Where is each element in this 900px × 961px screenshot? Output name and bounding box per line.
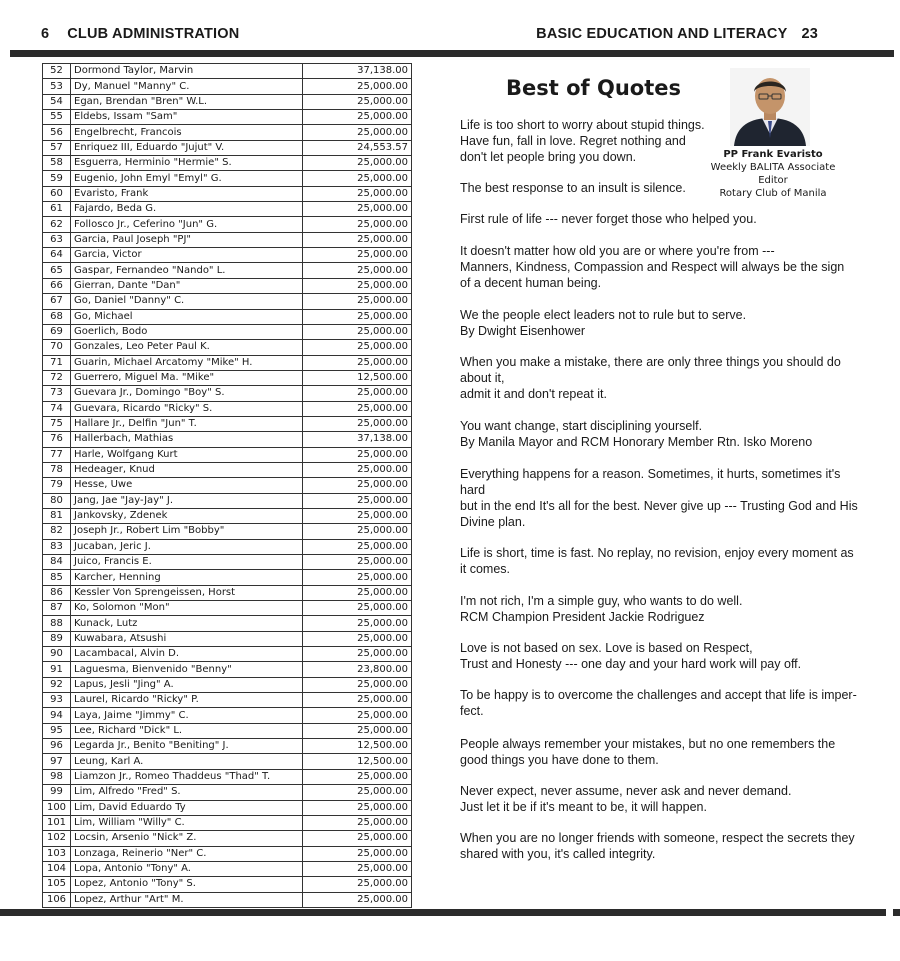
row-number: 78 <box>43 462 71 477</box>
member-name: Lim, Alfredo "Fred" S. <box>71 785 303 800</box>
photo-caption <box>700 148 846 200</box>
contribution-amount: 25,000.00 <box>303 110 412 125</box>
row-number: 81 <box>43 508 71 523</box>
quote-line: don't let people bring you down. <box>460 150 637 164</box>
right-page-number: 23 <box>801 26 818 42</box>
member-name: Ko, Solomon "Mon" <box>71 601 303 616</box>
table-row <box>43 815 412 830</box>
member-name: Guarin, Michael Arcatomy "Mike" H. <box>71 355 303 370</box>
contribution-amount: 25,000.00 <box>303 631 412 646</box>
member-name: Dy, Manuel "Manny" C. <box>71 79 303 94</box>
member-name: Dormond Taylor, Marvin <box>71 64 303 79</box>
row-number: 65 <box>43 263 71 278</box>
quote-line: Life is short, time is fast. No replay, no revision, enjoy every moment as <box>460 546 854 560</box>
quote-block <box>460 418 812 450</box>
row-number: 82 <box>43 524 71 539</box>
row-number: 100 <box>43 800 71 815</box>
table-row <box>43 524 412 539</box>
quote-line: fect. <box>460 704 484 718</box>
contribution-amount: 25,000.00 <box>303 877 412 892</box>
contribution-amount: 12,500.00 <box>303 739 412 754</box>
contribution-amount: 37,138.00 <box>303 432 412 447</box>
member-name: Lacambacal, Alvin D. <box>71 647 303 662</box>
member-name: Enriquez III, Eduardo "Jujut" V. <box>71 140 303 155</box>
contribution-amount: 25,000.00 <box>303 616 412 631</box>
row-number: 66 <box>43 278 71 293</box>
member-name: Laurel, Ricardo "Ricky" P. <box>71 693 303 708</box>
member-name: Laguesma, Bienvenido "Benny" <box>71 662 303 677</box>
contribution-amount: 37,138.00 <box>303 64 412 79</box>
contribution-amount: 25,000.00 <box>303 232 412 247</box>
row-number: 70 <box>43 340 71 355</box>
table-row <box>43 539 412 554</box>
table-row <box>43 248 412 263</box>
quote-block <box>460 593 742 625</box>
quote-block <box>460 117 705 165</box>
member-name: Jucaban, Jeric J. <box>71 539 303 554</box>
quote-block <box>460 466 858 530</box>
member-name: Garcia, Victor <box>71 248 303 263</box>
table-row <box>43 232 412 247</box>
row-number: 88 <box>43 616 71 631</box>
table-row <box>43 478 412 493</box>
contribution-amount: 25,000.00 <box>303 94 412 109</box>
row-number: 99 <box>43 785 71 800</box>
table-row <box>43 171 412 186</box>
member-name: Hallare Jr., Delfin "Jun" T. <box>71 416 303 431</box>
row-number: 73 <box>43 386 71 401</box>
row-number: 55 <box>43 110 71 125</box>
member-name: Locsin, Arsenio "Nick" Z. <box>71 831 303 846</box>
quotes-title: Best of Quotes <box>506 76 681 100</box>
contribution-amount: 25,000.00 <box>303 278 412 293</box>
table-row <box>43 294 412 309</box>
row-number: 80 <box>43 493 71 508</box>
left-section-title: CLUB ADMINISTRATION <box>67 26 240 42</box>
member-name: Lim, David Eduardo Ty <box>71 800 303 815</box>
table-row <box>43 125 412 140</box>
quote-line: To be happy is to overcome the challenges and accept that life is imper- <box>460 688 857 702</box>
table-row <box>43 416 412 431</box>
table-row <box>43 800 412 815</box>
contribution-amount: 25,000.00 <box>303 478 412 493</box>
table-row <box>43 355 412 370</box>
table-row <box>43 370 412 385</box>
quote-line: Love is not based on sex. Love is based on Respect, <box>460 641 753 655</box>
row-number: 86 <box>43 585 71 600</box>
member-name: Harle, Wolfgang Kurt <box>71 447 303 462</box>
row-number: 96 <box>43 739 71 754</box>
table-row <box>43 140 412 155</box>
quote-line: The best response to an insult is silence. <box>460 181 686 195</box>
table-row <box>43 263 412 278</box>
member-name: Gonzales, Leo Peter Paul K. <box>71 340 303 355</box>
quote-line: admit it and don't repeat it. <box>460 387 607 401</box>
row-number: 60 <box>43 186 71 201</box>
contribution-amount: 25,000.00 <box>303 708 412 723</box>
member-name: Go, Michael <box>71 309 303 324</box>
contribution-amount: 25,000.00 <box>303 861 412 876</box>
contribution-amount: 25,000.00 <box>303 263 412 278</box>
member-name: Egan, Brendan "Bren" W.L. <box>71 94 303 109</box>
row-number: 93 <box>43 693 71 708</box>
quote-line: about it, <box>460 371 505 385</box>
quote-line: When you make a mistake, there are only three things you should do <box>460 355 841 369</box>
member-name: Lim, William "Willy" C. <box>71 815 303 830</box>
caption-role: Weekly BALITA Associate Editor <box>710 162 836 186</box>
table-row <box>43 401 412 416</box>
row-number: 90 <box>43 647 71 662</box>
contribution-amount: 25,000.00 <box>303 248 412 263</box>
contribution-amount: 25,000.00 <box>303 555 412 570</box>
contribution-amount: 25,000.00 <box>303 186 412 201</box>
member-name: Engelbrecht, Francois <box>71 125 303 140</box>
contribution-amount: 25,000.00 <box>303 447 412 462</box>
quote-line: but in the end It's all for the best. Never give up --- Trusting God and His <box>460 499 858 513</box>
table-row <box>43 739 412 754</box>
member-rows <box>43 64 412 908</box>
table-row <box>43 64 412 79</box>
row-number: 77 <box>43 447 71 462</box>
row-number: 62 <box>43 217 71 232</box>
row-number: 104 <box>43 861 71 876</box>
table-row <box>43 508 412 523</box>
contribution-amount: 25,000.00 <box>303 508 412 523</box>
table-row <box>43 110 412 125</box>
table-row <box>43 662 412 677</box>
contribution-amount: 25,000.00 <box>303 601 412 616</box>
table-row <box>43 693 412 708</box>
member-name: Leung, Karl A. <box>71 754 303 769</box>
contribution-amount: 25,000.00 <box>303 723 412 738</box>
contribution-amount: 25,000.00 <box>303 355 412 370</box>
row-number: 69 <box>43 324 71 339</box>
row-number: 83 <box>43 539 71 554</box>
row-number: 92 <box>43 677 71 692</box>
contribution-amount: 25,000.00 <box>303 831 412 846</box>
contribution-amount: 25,000.00 <box>303 340 412 355</box>
row-number: 94 <box>43 708 71 723</box>
member-contributions-table <box>42 63 412 908</box>
table-row <box>43 447 412 462</box>
quote-line: Manners, Kindness, Compassion and Respect will always be the sign <box>460 260 845 274</box>
contribution-amount: 25,000.00 <box>303 892 412 907</box>
contribution-amount: 12,500.00 <box>303 754 412 769</box>
row-number: 59 <box>43 171 71 186</box>
contribution-amount: 25,000.00 <box>303 647 412 662</box>
quote-block <box>460 545 854 577</box>
row-number: 105 <box>43 877 71 892</box>
table-row <box>43 79 412 94</box>
contribution-amount: 24,553.57 <box>303 140 412 155</box>
contribution-amount: 25,000.00 <box>303 785 412 800</box>
quote-line: Life is too short to worry about stupid things. <box>460 118 705 132</box>
table-row <box>43 309 412 324</box>
contribution-amount: 25,000.00 <box>303 693 412 708</box>
table-row <box>43 677 412 692</box>
quote-line: hard <box>460 483 486 497</box>
quote-line: Trust and Honesty --- one day and your hard work will pay off. <box>460 657 802 671</box>
table-row <box>43 585 412 600</box>
member-name: Goerlich, Bodo <box>71 324 303 339</box>
row-number: 91 <box>43 662 71 677</box>
table-row <box>43 616 412 631</box>
row-number: 52 <box>43 64 71 79</box>
member-name: Guevara, Ricardo "Ricky" S. <box>71 401 303 416</box>
quote-block <box>460 211 757 227</box>
row-number: 85 <box>43 570 71 585</box>
quote-line: Never expect, never assume, never ask and never demand. <box>460 784 792 798</box>
row-number: 61 <box>43 202 71 217</box>
table-row <box>43 631 412 646</box>
row-number: 63 <box>43 232 71 247</box>
contribution-amount: 25,000.00 <box>303 202 412 217</box>
contribution-amount: 25,000.00 <box>303 524 412 539</box>
member-name: Lopa, Antonio "Tony" A. <box>71 861 303 876</box>
table-row <box>43 754 412 769</box>
caption-name: PP Frank Evaristo <box>723 149 823 160</box>
contribution-amount: 25,000.00 <box>303 846 412 861</box>
contribution-amount: 25,000.00 <box>303 462 412 477</box>
quote-block <box>460 640 801 672</box>
contribution-amount: 25,000.00 <box>303 677 412 692</box>
quote-line: Divine plan. <box>460 515 526 529</box>
table-row <box>43 570 412 585</box>
row-number: 76 <box>43 432 71 447</box>
table-row <box>43 202 412 217</box>
quote-block <box>460 243 844 291</box>
table-row <box>43 340 412 355</box>
member-name: Lee, Richard "Dick" L. <box>71 723 303 738</box>
quote-line: I'm not rich, I'm a simple guy, who wants to do well. <box>460 594 743 608</box>
bottom-divider <box>0 909 886 916</box>
member-name: Evaristo, Frank <box>71 186 303 201</box>
row-number: 89 <box>43 631 71 646</box>
table-row <box>43 462 412 477</box>
member-name: Hedeager, Knud <box>71 462 303 477</box>
member-name: Juico, Francis E. <box>71 555 303 570</box>
quote-line: It doesn't matter how old you are or where you're from --- <box>460 244 775 258</box>
table-row <box>43 785 412 800</box>
table-row <box>43 278 412 293</box>
contribution-amount: 25,000.00 <box>303 386 412 401</box>
quote-line: First rule of life --- never forget those who helped you. <box>460 212 757 226</box>
table-row <box>43 861 412 876</box>
member-name: Eugenio, John Emyl "Emyl" G. <box>71 171 303 186</box>
quote-line: Just let it be if it's meant to be, it will happen. <box>460 800 707 814</box>
contribution-amount: 25,000.00 <box>303 800 412 815</box>
table-row <box>43 601 412 616</box>
contribution-amount: 25,000.00 <box>303 493 412 508</box>
quote-line: of a decent human being. <box>460 276 602 290</box>
member-name: Esguerra, Herminio "Hermie" S. <box>71 156 303 171</box>
member-name: Kunack, Lutz <box>71 616 303 631</box>
member-name: Lonzaga, Reinerio "Ner" C. <box>71 846 303 861</box>
member-name: Laya, Jaime "Jimmy" C. <box>71 708 303 723</box>
quote-block <box>460 736 835 768</box>
row-number: 87 <box>43 601 71 616</box>
table-row <box>43 156 412 171</box>
table-row <box>43 831 412 846</box>
contribution-amount: 25,000.00 <box>303 570 412 585</box>
row-number: 75 <box>43 416 71 431</box>
row-number: 101 <box>43 815 71 830</box>
quote-line: Everything happens for a reason. Sometimes, it hurts, sometimes it's <box>460 467 841 481</box>
member-name: Go, Daniel "Danny" C. <box>71 294 303 309</box>
row-number: 98 <box>43 769 71 784</box>
member-name: Guerrero, Miguel Ma. "Mike" <box>71 370 303 385</box>
contribution-amount: 25,000.00 <box>303 156 412 171</box>
quote-block <box>460 354 841 402</box>
quote-block <box>460 687 857 719</box>
contribution-amount: 25,000.00 <box>303 769 412 784</box>
table-row <box>43 892 412 907</box>
contribution-amount: 25,000.00 <box>303 217 412 232</box>
quote-block <box>460 180 686 196</box>
row-number: 64 <box>43 248 71 263</box>
quote-line: People always remember your mistakes, but no one remembers the <box>460 737 836 751</box>
contribution-amount: 25,000.00 <box>303 585 412 600</box>
member-name: Gierran, Dante "Dan" <box>71 278 303 293</box>
table-row <box>43 555 412 570</box>
row-number: 67 <box>43 294 71 309</box>
row-number: 53 <box>43 79 71 94</box>
row-number: 57 <box>43 140 71 155</box>
member-name: Lapus, Jesli "Jing" A. <box>71 677 303 692</box>
quote-block <box>460 307 746 339</box>
row-number: 74 <box>43 401 71 416</box>
member-name: Jankovsky, Zdenek <box>71 508 303 523</box>
row-number: 95 <box>43 723 71 738</box>
table-row <box>43 324 412 339</box>
row-number: 102 <box>43 831 71 846</box>
quote-line: it comes. <box>460 562 511 576</box>
table-row <box>43 769 412 784</box>
right-section-title: BASIC EDUCATION AND LITERACY <box>536 26 788 42</box>
member-name: Hesse, Uwe <box>71 478 303 493</box>
quote-line: good things you have done to them. <box>460 753 659 767</box>
contribution-amount: 25,000.00 <box>303 171 412 186</box>
table-row <box>43 386 412 401</box>
row-number: 72 <box>43 370 71 385</box>
member-name: Hallerbach, Mathias <box>71 432 303 447</box>
row-number: 97 <box>43 754 71 769</box>
left-page-header <box>41 26 239 42</box>
member-name: Liamzon Jr., Romeo Thaddeus "Thad" T. <box>71 769 303 784</box>
contribution-amount: 25,000.00 <box>303 324 412 339</box>
member-name: Gaspar, Fernandeo "Nando" L. <box>71 263 303 278</box>
right-page-header <box>536 26 818 42</box>
contribution-amount: 25,000.00 <box>303 815 412 830</box>
row-number: 79 <box>43 478 71 493</box>
member-name: Garcia, Paul Joseph "PJ" <box>71 232 303 247</box>
caption-club: Rotary Club of Manila <box>719 188 827 199</box>
table-row <box>43 708 412 723</box>
member-name: Kuwabara, Atsushi <box>71 631 303 646</box>
contribution-amount: 23,800.00 <box>303 662 412 677</box>
member-name: Guevara Jr., Domingo "Boy" S. <box>71 386 303 401</box>
member-name: Follosco Jr., Ceferino "Jun" G. <box>71 217 303 232</box>
member-name: Jang, Jae "Jay-Jay" J. <box>71 493 303 508</box>
bottom-divider-end <box>893 909 900 916</box>
contribution-amount: 25,000.00 <box>303 125 412 140</box>
row-number: 106 <box>43 892 71 907</box>
row-number: 54 <box>43 94 71 109</box>
table-row <box>43 723 412 738</box>
quote-line: By Dwight Eisenhower <box>460 324 586 338</box>
member-name: Eldebs, Issam "Sam" <box>71 110 303 125</box>
top-divider <box>10 50 894 57</box>
member-name: Fajardo, Beda G. <box>71 202 303 217</box>
row-number: 84 <box>43 555 71 570</box>
row-number: 56 <box>43 125 71 140</box>
quote-line: shared with you, it's called integrity. <box>460 847 656 861</box>
quote-block <box>460 830 855 862</box>
table-row <box>43 217 412 232</box>
contribution-amount: 25,000.00 <box>303 539 412 554</box>
quote-block <box>460 783 791 815</box>
row-number: 58 <box>43 156 71 171</box>
table-row <box>43 186 412 201</box>
contribution-amount: 25,000.00 <box>303 79 412 94</box>
row-number: 71 <box>43 355 71 370</box>
left-page-number: 6 <box>41 26 50 42</box>
table-row <box>43 846 412 861</box>
row-number: 68 <box>43 309 71 324</box>
quote-line: RCM Champion President Jackie Rodriguez <box>460 610 705 624</box>
quote-line: When you are no longer friends with someone, respect the secrets they <box>460 831 855 845</box>
quote-line: You want change, start disciplining yourself. <box>460 419 703 433</box>
contribution-amount: 25,000.00 <box>303 309 412 324</box>
table-row <box>43 877 412 892</box>
quote-line: Have fun, fall in love. Regret nothing and <box>460 134 686 148</box>
member-name: Joseph Jr., Robert Lim "Bobby" <box>71 524 303 539</box>
contribution-amount: 25,000.00 <box>303 401 412 416</box>
quote-line: We the people elect leaders not to rule but to serve. <box>460 308 747 322</box>
contribution-amount: 25,000.00 <box>303 294 412 309</box>
table-row <box>43 94 412 109</box>
member-name: Kessler Von Sprengeissen, Horst <box>71 585 303 600</box>
portrait-icon <box>730 68 810 146</box>
member-name: Karcher, Henning <box>71 570 303 585</box>
row-number: 103 <box>43 846 71 861</box>
quote-line: By Manila Mayor and RCM Honorary Member Rtn. Isko Moreno <box>460 435 813 449</box>
contribution-amount: 12,500.00 <box>303 370 412 385</box>
contribution-amount: 25,000.00 <box>303 416 412 431</box>
member-name: Lopez, Antonio "Tony" S. <box>71 877 303 892</box>
table-row <box>43 647 412 662</box>
member-name: Lopez, Arthur "Art" M. <box>71 892 303 907</box>
table-row <box>43 493 412 508</box>
member-name: Legarda Jr., Benito "Beniting" J. <box>71 739 303 754</box>
table-row <box>43 432 412 447</box>
